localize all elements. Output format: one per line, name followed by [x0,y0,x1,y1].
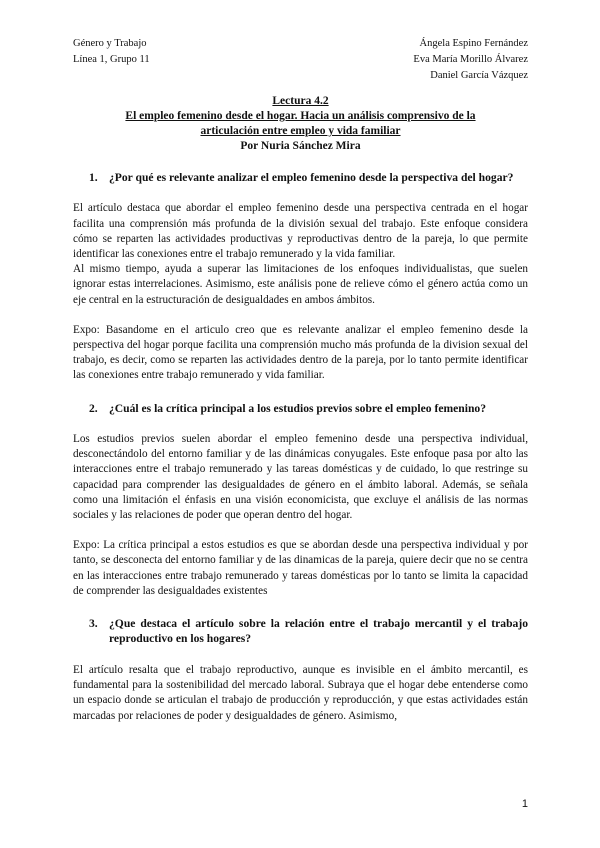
answer-paragraph: Los estudios previos suelen abordar el empleo femenino desde una perspectiva individual, desconectándolo del entorno familiar y de las dinámicas conyugales. Este enfoque pasa por alto las interacciones entre el trabajo remunerado y las tareas domésticas y de cuidado, lo que restringe su capacidad para comprender las desigualdades de género en el ámbito laboral. Además, se señala como una limitación el énfasis en una visión economicista, que excluye el análisis de las normas sociales y las relaciones de poder que operan dentro del hogar. [73,433,528,522]
header-left [73,36,150,68]
question-text: ¿Cuál es la crítica principal a los estudios previos sobre el empleo femenino? [109,401,486,415]
question-number: 1. [89,171,98,184]
header-author: Daniel García Vázquez [430,70,528,81]
question-3 [73,616,528,647]
article-author: Por Nuria Sánchez Mira [240,140,361,152]
body-content [73,170,528,724]
header-author: Eva María Morillo Álvarez [413,54,528,65]
expo-paragraph: Expo: Basandome en el articulo creo que es relevante analizar el empleo femenino desde la perspectiva del hogar porque facilita una comprensión mucho más profunda de la division sexual del trabajo, es decir, como se reparten las actividades dentro de la pareja, por lo tanto permite identificar las conexiones entre trabajo remunerado y vida familiar. [73,323,528,382]
header-group: Línea 1, Grupo 11 [73,54,150,65]
header-authors [413,36,528,84]
question-number: 2. [89,401,98,415]
question-1 [73,170,528,185]
question-text: ¿Que destaca el artículo sobre la relación entre el trabajo mercantil y el trabajo reproductivo en los hogares? [109,617,528,646]
header-author: Ángela Espino Fernández [419,38,528,49]
lectura-label: Lectura 4.2 [272,95,329,107]
answer-paragraph: El artículo destaca que abordar el empleo femenino desde una perspectiva centrada en el hogar facilita una comprensión más profunda de la división sexual del trabajo. Este enfoque considera cómo se reparten las actividades productivas y reproductivas dentro de la pareja, lo que permite identificar las conexiones entre el trabajo remunerado y la vida familiar. [73,202,528,261]
expo-paragraph: Expo: La crítica principal a estos estudios es que se abordan desde una perspectiva individual y por tanto, se desconecta del entorno familiar y de las dinamicas de la pareja, quiere decir que no se centra en las interacciones entre trabajo remunerado y tareas domésticas por lo tanto se limita la capacidad de comprender las desigualdades existentes [73,539,528,597]
article-title-line1: El empleo femenino desde el hogar. Hacia un análisis comprensivo de la [125,110,476,122]
header-course: Género y Trabajo [73,38,147,49]
question-2 [73,401,528,416]
article-title-line2: articulación entre empleo y vida familiar [200,125,401,137]
title-block [73,94,528,154]
question-number: 3. [89,617,98,631]
answer-paragraph: El artículo resalta que el trabajo reproductivo, aunque es invisible en el ámbito mercantil, es fundamental para la sostenibilidad del mercado laboral. Subraya que el hogar debe entenderse como un espacio donde se articulan el trabajo de producción y reproducción, y que estas actividades están marcadas por relaciones de poder y desigualdades de género. Asimismo, [73,663,528,722]
page-number: 1 [521,798,528,810]
question-text: ¿Por qué es relevante analizar el empleo femenino desde la perspectiva del hogar? [109,171,514,184]
answer-paragraph: Al mismo tiempo, ayuda a superar las limitaciones de los enfoques individualistas, que suelen ignorar estas interrelaciones. Asimismo, este análisis pone de relieve cómo el género actúa como un eje central en la estructuración de desigualdades en ambos ámbitos. [73,263,528,306]
